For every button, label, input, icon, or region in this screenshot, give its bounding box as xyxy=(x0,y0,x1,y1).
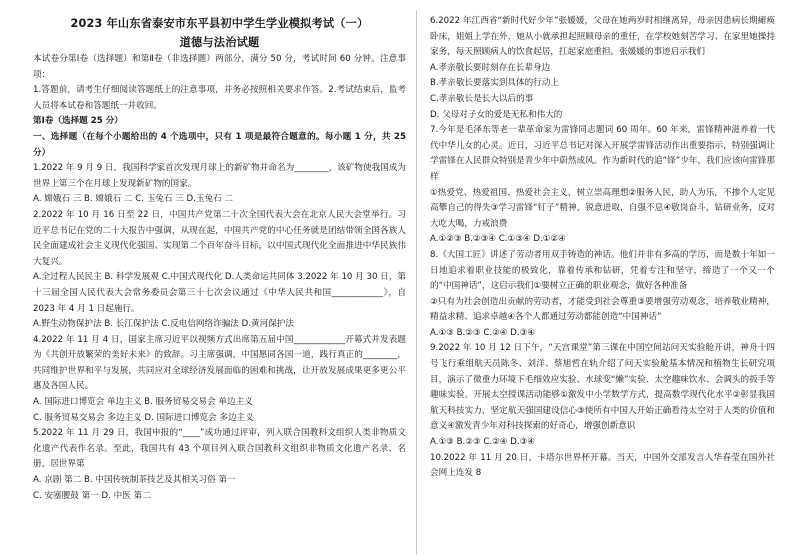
question-4: 4.2022 年 11 月 4 日，国家主席习近平以视频方式出席第五届中国____________开幕式并发表题为《共创开放繁荣的美好未来》的致辞。习主席强调，中国愿同各国一道，践行真正的________，共同维护世界和平与发展，共同应对全球经济发展面临的困难和挑战，让开放发展成果更多更公平惠及各国人民。 xyxy=(33,334,406,392)
question-1: 1.2022 年 9 月 9 日，我国科学家首次发现月球上的新矿物并命名为________，该矿物使我国成为世界上第三个在月球上发现新矿物的国家。 xyxy=(33,163,406,189)
exam-title-line1: 2023 年山东省泰安市东平县初中学生学业模拟考试（一） xyxy=(70,17,369,30)
question-7-items: ①热爱党、热爱祖国、热爱社会主义，树立崇高理想②服务人民，助人为乐，不掺个人定见高攀自己的得失③学习雷锋“钉子”精神，锐意进取，自强不息④敬岗奋斗，钻研业务，反对大吃大喝，力戒浪费 xyxy=(430,187,775,229)
question-10: 10.2022 年 11 月 20 日，卡塔尔世界杯开幕。当天，中国外交部发言人华春莹在国外社会网上连发 8 xyxy=(430,452,775,479)
question-5: 5.2022 年 11 月 29 日，我国申报的“____”成功通过评审，列入联合国教科文组织人类非物质文化遗产代表作名录。至此，我国共有 43 个项目列入联合国教科文组织非物质文化遗产名录、名册，居世界第 xyxy=(33,428,406,470)
question-2-options: A.全过程人民民主 B. 科学发展观 C.中国式现代化 D.人类命运共同体 3.2022 年 10 月 30 日，第十三届全国人民代表大会常务委员会第三十七次会议通过《中华人民共和国____________》，自 2023 年 4 月 1 日起施行。 xyxy=(33,272,406,314)
question-6-option-d: D. 父母对子女的爱是无私和伟大的 xyxy=(430,109,563,120)
question-9-options: A.①③ B.②③ C.②④ D.③④ xyxy=(430,437,535,448)
question-4-option-c: C. 服务贸易交易会 多边主义 D. 国际进口博览会 多边主义 xyxy=(33,412,254,423)
exam-title-line2: 道德与法治试题 xyxy=(179,36,260,49)
question-8-options: A.①③ B.②③ C.②④ D.③④ xyxy=(430,327,535,338)
question-5-option-a: A. 京剧 第二 B. 中国传统制茶技艺及其相关习俗 第一 xyxy=(33,475,236,486)
question-3-options: A.野生动物保护法 B. 长江保护法 C.反电信网络诈骗法 D.黄河保护法 xyxy=(33,319,294,330)
question-9: 9.2022 年 10 月 12 日下午，“天宫课堂”第三课在中国空间站问天实验舱开讲，神舟十四号飞行乘组航天员陈冬、刘洋、蔡旭哲在轨介绍了问天实验舱基本情况和植物生长研究项目，演示了微重力环境下毛细效应实验、水球变“懒”实验、太空趣味饮水、会调头的扳手等趣味实验。开展太空授课活动能够①激发中小学数学方式，提高数学现代化水平②彰显我国航天科技实力，坚定航天强国建设信心③使所有中国人开始正确看待太空对于人类的价值和意义④激发青少年对科技探索的好奇心，增强创新意识 xyxy=(430,343,775,432)
question-1-options: A. 嫦娥石 三 B. 嫦娥石 二 C. 玉兔石 三 D.玉兔石 二 xyxy=(33,194,233,205)
right-column xyxy=(430,14,775,482)
notice-paragraph: 1.答题前，请考生仔细阅读答题纸上的注意事项，并务必按照相关要求作答。2.考试结束后，监考人员将本试卷和答题纸一并收回。 xyxy=(33,85,406,111)
question-6-option-c: C.孝亲敬长是长大以后的事 xyxy=(430,93,534,104)
question-6-option-a: A.孝亲敬长要时刻存在长辈身边 xyxy=(430,62,551,73)
question-7-options: A.①②③ B.②③④ C.①③④ D.①②④ xyxy=(430,234,566,245)
intro-paragraph: 本试卷分第Ⅰ卷（选择题）和第Ⅱ卷（非选择题）两部分，满分 50 分，考试时间 60 分钟。注意事项： xyxy=(33,54,406,80)
question-6-option-b: B.孝亲敬长要落实到具体的行动上 xyxy=(430,78,559,89)
question-6: 6.2022 年江西省“新时代好少年”张媛媛，父母在她两岁时相继离异，母亲因患病长期瘫痪卧床，姐姐上学在外，她从小就承担起照顾母亲的重任，在学校她刻苦学习、在家里她操持家务，每天照顾病人的饮食起居，扛起家庭重担。张媛媛的事迹启示我们 xyxy=(430,16,775,58)
question-8-items: ②只有为社会创造出贡献的劳动者，才能受到社会尊重③要增强劳动观念，培养敬业精神，精益求精、追求卓越④各个人都通过劳动都能创造“中国神话” xyxy=(430,296,775,323)
section-instruction: 一、选择题（在每个小题给出的 4 个选项中，只有 1 项是最符合题意的。每小题 1 分，共 25 分） xyxy=(33,131,406,158)
question-4-option-a: A. 国际进口博览会 单边主义 B. 服务贸易交易会 单边主义 xyxy=(33,397,253,408)
question-2: 2.2022 年 10 月 16 日至 22 日，中国共产党第二十次全国代表大会在北京人民大会堂举行。习近平总书记在党的二十大报告中强调，从现在起，中国共产党的中心任务就是团结带领全国各族人民全面建成社会主义现代化强国、实现第二个百年奋斗目标，以中国式现代化全面推进中华民族伟大复兴。 xyxy=(33,209,406,267)
column-divider xyxy=(416,10,417,555)
question-8: 8.《大国工匠》讲述了劳动者用双手铸造的神话。他们并非有多高的学历，而是数十年如一日地追求着职业技能的极致化，靠着传承和钻研，凭着专注和坚守，缔造了一个又一个的“中国神话”，这启示我们①要树立正确的职业观念，做好各种准备 xyxy=(430,249,775,292)
left-column xyxy=(33,14,406,504)
section-heading: 第Ⅰ卷（选择题 25 分） xyxy=(33,116,123,127)
question-7: 7.今年是毛泽东等老一辈革命家为雷锋同志题词 60 周年。60 年来，雷锋精神滋养着一代代中华儿女的心灵。近日，习近平总书记对深入开展学雷锋活动作出重要指示，特别强调让学雷锋在人民群众特别是青少年中蔚然成风。作为新时代的追“锋”少年，我们应该向雷锋那样 xyxy=(430,125,775,182)
question-5-option-c: C. 安塞腰鼓 第一 D. 中医 第二 xyxy=(33,490,151,501)
